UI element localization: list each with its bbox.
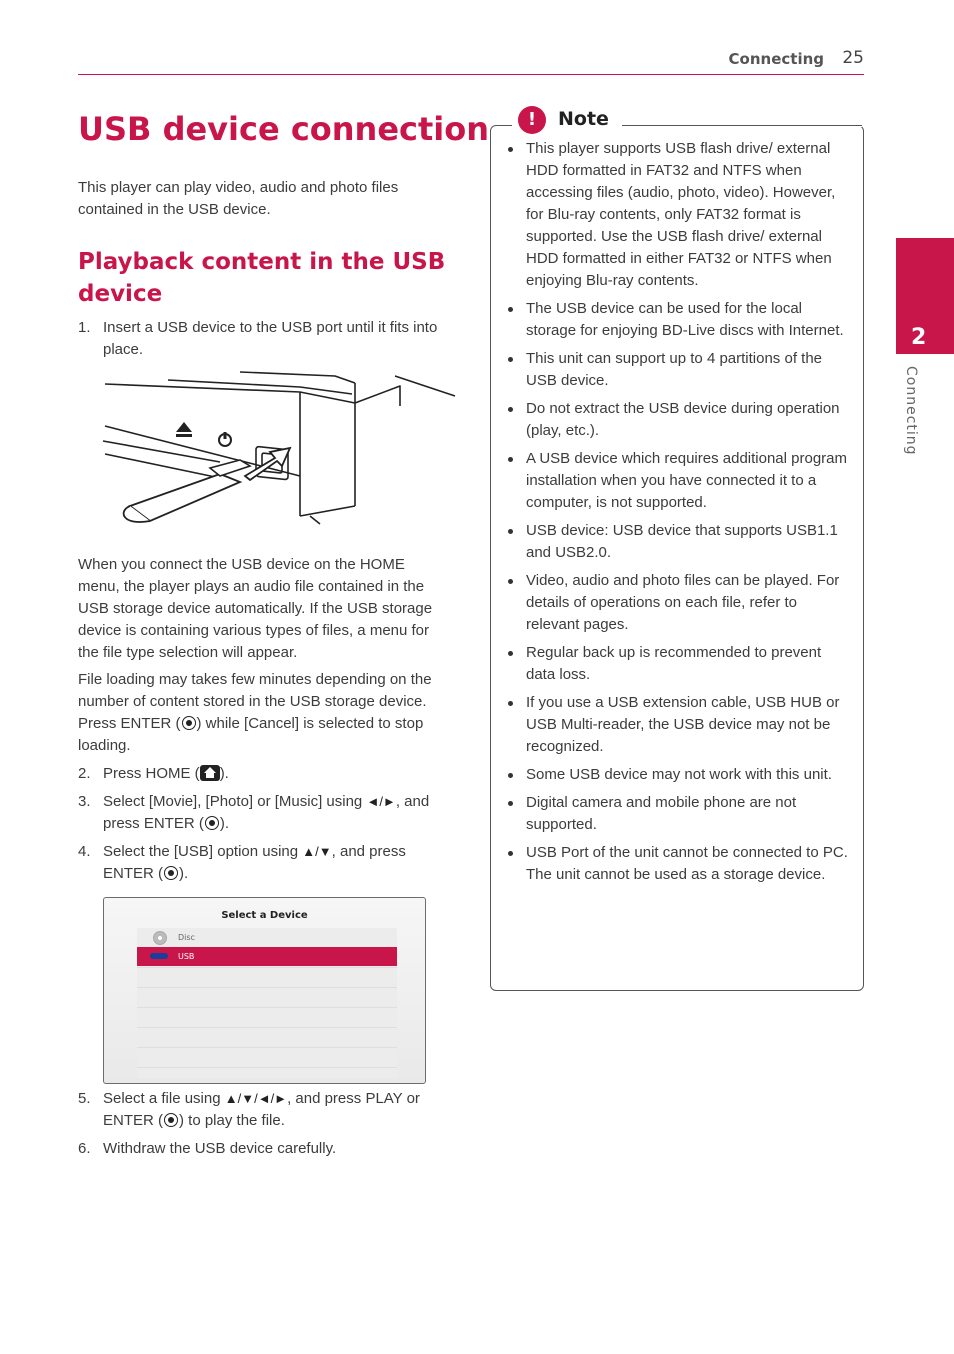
up-down-arrows-icon: ▲/▼	[302, 844, 332, 859]
device-item-usb[interactable]	[137, 947, 397, 966]
step-number: 5.	[78, 1090, 91, 1107]
section-name: Connecting	[728, 50, 824, 68]
chapter-label: Connecting	[903, 366, 919, 456]
step-text-start: Select the [USB] option using	[103, 843, 303, 860]
step-text-start: Press HOME (	[103, 765, 200, 782]
step-1	[78, 317, 450, 361]
note-item: This player supports USB flash drive/ external HDD formatted in FAT32 and NTFS when accessing files (audio, photo, video). However, for Blu-ray contents, only FAT32 format is supported. Use the USB flash drive/ external HDD formatted in either FAT32 or NTFS when enjoying Blu-ray contents.	[505, 138, 851, 292]
note-item: The USB device can be used for the local storage for enjoying BD-Live discs with Internet.	[505, 298, 851, 342]
step-3	[78, 791, 450, 835]
step-number: 3.	[78, 793, 91, 810]
usb-icon	[150, 953, 168, 959]
device-item-label: USB	[178, 952, 195, 961]
enter-icon	[164, 866, 178, 880]
step-text-end: ) to play the file.	[179, 1112, 285, 1129]
enter-icon	[164, 1113, 178, 1127]
step-6	[78, 1138, 450, 1160]
direction-arrows-icon: ▲/▼/◄/►	[224, 1091, 288, 1106]
running-header	[78, 48, 864, 75]
note-item: Regular back up is recommended to prevent data loss.	[505, 642, 851, 686]
step-text-end: ).	[219, 765, 229, 782]
step-text-start: Select a file using	[103, 1090, 225, 1107]
note-item: Digital camera and mobile phone are not supported.	[505, 792, 851, 836]
device-item-disc[interactable]	[137, 928, 397, 947]
step-2	[78, 763, 450, 785]
screen-title: Select a Device	[221, 910, 308, 921]
step-text	[103, 763, 450, 785]
page-number: 25	[842, 48, 864, 68]
step-number: 6.	[78, 1140, 91, 1157]
step-text	[103, 1088, 450, 1132]
loading-text-end: ) while [Cancel] is selected to stop loading.	[78, 715, 424, 754]
step-5	[78, 1088, 450, 1132]
note-item: Do not extract the USB device during operation (play, etc.).	[505, 398, 851, 442]
note-item: Some USB device may not work with this unit.	[505, 764, 851, 786]
note-item: USB device: USB device that supports USB1.1 and USB2.0.	[505, 520, 851, 564]
device-list	[137, 928, 397, 1078]
step-text	[103, 841, 450, 885]
section-heading: Playback content in the USB device	[78, 249, 446, 307]
note-item: This unit can support up to 4 partitions of the USB device.	[505, 348, 851, 392]
usb-insert-drawing	[100, 366, 460, 544]
note-item: Video, audio and photo files can be played. For details of operations on each file, refer to relevant pages.	[505, 570, 851, 636]
home-icon	[200, 765, 220, 781]
step-text-end: ).	[179, 865, 189, 882]
exclamation-icon: !	[518, 106, 546, 134]
device-item-label: Disc	[178, 933, 195, 942]
note-item: A USB device which requires additional program installation when you have connected it to a computer, is not supported.	[505, 448, 851, 514]
step-text	[103, 791, 450, 835]
step-text-middle: , and press ENTER (	[103, 843, 406, 882]
chapter-tab	[896, 238, 954, 354]
step-number: 2.	[78, 765, 91, 782]
enter-icon	[205, 816, 219, 830]
usb-insert-illustration	[100, 366, 460, 544]
note-list	[505, 138, 851, 892]
step-number: 4.	[78, 843, 91, 860]
enter-icon	[182, 716, 196, 730]
page-title: USB device connection	[78, 110, 490, 148]
step-text-start: Select [Movie], [Photo] or [Music] using	[103, 793, 367, 810]
step-text: Insert a USB device to the USB port until it fits into place.	[103, 319, 438, 358]
step-text: Withdraw the USB device carefully.	[103, 1140, 337, 1157]
step-text-middle: , and press ENTER (	[103, 793, 430, 832]
note-rule	[622, 125, 862, 126]
disc-icon	[153, 931, 167, 945]
left-right-arrows-icon: ◄/►	[366, 794, 396, 809]
chapter-number: 2	[911, 325, 927, 350]
loading-paragraph	[78, 669, 450, 757]
step-text-middle: , and press PLAY or ENTER (	[103, 1090, 420, 1129]
select-device-screen	[103, 897, 426, 1084]
note-label: Note	[558, 108, 609, 130]
step-4	[78, 841, 450, 885]
intro-paragraph: This player can play video, audio and photo files contained in the USB device.	[78, 179, 399, 218]
home-paragraph: When you connect the USB device on the HOME menu, the player plays an audio file contained in the USB storage device automatically. If the USB storage device is containing various types of files, a menu for the file type selection will appear.	[78, 556, 433, 661]
loading-text-start: File loading may takes few minutes depending on the number of content stored in the USB storage device. Press ENTER (	[78, 671, 432, 732]
note-item: If you use a USB extension cable, USB HUB or USB Multi-reader, the USB device may not be recognized.	[505, 692, 851, 758]
note-item: USB Port of the unit cannot be connected to PC. The unit cannot be used as a storage device.	[505, 842, 851, 886]
step-text-end: ).	[219, 815, 230, 832]
note-header	[512, 104, 624, 134]
step-number: 1.	[78, 319, 91, 336]
